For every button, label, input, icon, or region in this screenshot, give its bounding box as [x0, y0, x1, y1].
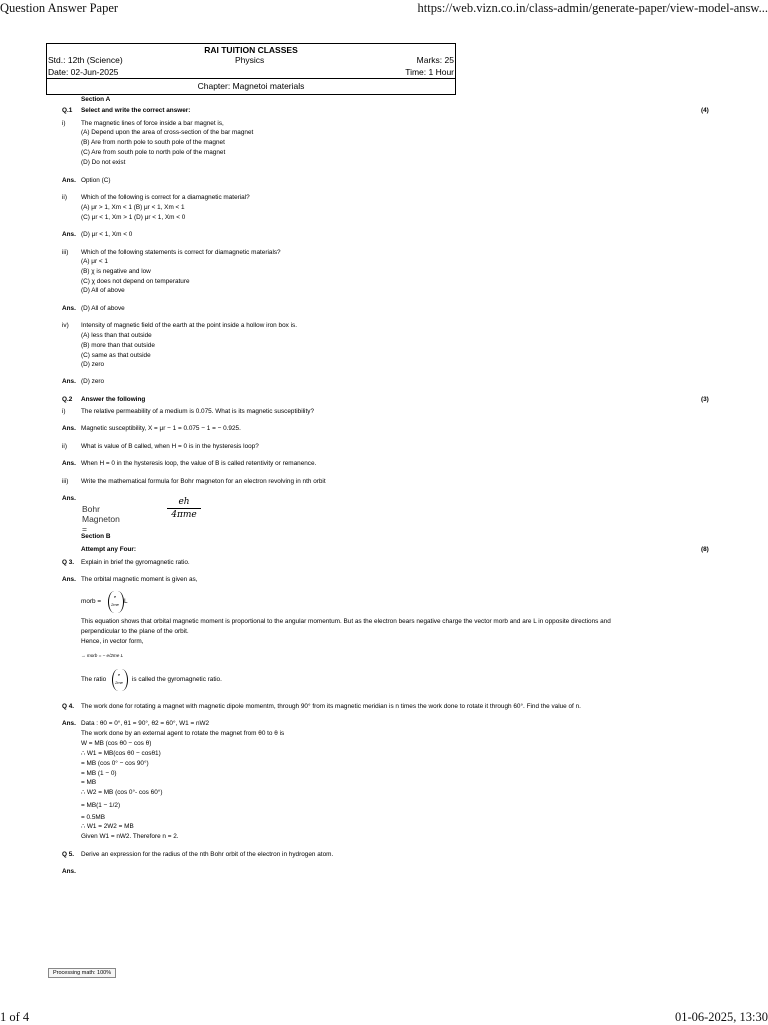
page-indicator: 1 of 4: [0, 1010, 30, 1024]
section-a-title: Section A: [81, 96, 111, 103]
q2-marks: (3): [701, 396, 709, 403]
q1-iii-ans-label: Ans.: [62, 305, 76, 312]
browser-title: Question Answer Paper: [0, 1, 119, 15]
q1-i-ans-label: Ans.: [62, 177, 76, 184]
q1-i-question: The magnetic lines of force inside a bar magnet is,: [81, 120, 224, 127]
q4-line-1: Data : θ0 = 0°, θ1 = 90°, θ2 = 60°, W1 = nW2: [81, 720, 210, 727]
q3-answer-intro: The orbital magnetic moment is given as,: [81, 576, 198, 583]
q3-ans-label: Ans.: [62, 576, 76, 583]
q1-iii-option-c: (C) χ does not depend on temperature: [81, 278, 190, 285]
q3-ratio-denominator: 2me: [115, 680, 123, 685]
q1-iv-option-c: (C) same as that outside: [81, 352, 151, 359]
q1-iv-option-a: (A) less than that outside: [81, 332, 152, 339]
time-label: Time: 1 Hour: [405, 67, 454, 77]
chapter-label: Chapter: Magnetoi materials: [197, 81, 305, 91]
q3-ratio-prefix: The ratio: [81, 676, 107, 683]
q3-paragraph-1: This equation shows that orbital magnetic moment is proportional to the angular momentum. But as the electron bears negative charge the vector morb and are L in opposite directions and: [81, 618, 611, 625]
q5-question: Derive an expression for the radius of the nth Bohr orbit of the electron in hydrogen atom.: [81, 851, 334, 858]
q2-ii-number: ii): [62, 443, 67, 450]
math-processing-status: Processing math: 100%: [48, 968, 116, 978]
q2-i-ans-label: Ans.: [62, 425, 76, 432]
q1-iii-option-a: (A) μr < 1: [81, 258, 108, 265]
q3-eq1-lhs: morb =: [81, 598, 102, 605]
q4-line-10: = 0.5MB: [81, 814, 105, 821]
q4-ans-label: Ans.: [62, 720, 76, 727]
formula-label: Bohr Magneton =: [82, 504, 120, 534]
q1-i-option-d: (D) Do not exist: [81, 159, 126, 166]
q4-line-8: ∴ W2 = MB (cos 0°- cos 60°): [81, 789, 163, 796]
q2-instruction: Answer the following: [81, 396, 146, 403]
q1-i-option-b: (B) Are from north pole to south pole of the magnet: [81, 139, 225, 146]
q4-line-11: ∴ W1 = 2W2 = MB: [81, 823, 134, 830]
q1-iv-option-b: (B) more than that outside: [81, 342, 155, 349]
section-b-marks: (8): [701, 546, 709, 553]
q5-ans-label: Ans.: [62, 868, 76, 875]
q2-number: Q.2: [62, 396, 73, 403]
page-url: https://web.vizn.co.in/class-admin/generate-paper/view-model-answ...: [417, 1, 768, 15]
q1-i-option-c: (C) Are from south pole to north pole of the magnet: [81, 149, 226, 156]
q4-number: Q 4.: [62, 703, 75, 710]
q1-ii-number: ii): [62, 194, 67, 201]
q2-i-question: The relative permeability of a medium is 0.075. What is its magnetic susceptibility?: [81, 408, 315, 415]
q1-iii-number: iii): [62, 249, 69, 256]
section-b-title: Section B: [81, 533, 111, 540]
q3-question: Explain in brief the gyromagnetic ratio.: [81, 559, 190, 566]
section-b-instruction: Attempt any Four:: [81, 546, 137, 553]
q4-line-6: = MB (1 − 0): [81, 770, 117, 777]
q2-ii-question: What is value of B called, when H = 0 is in the hysteresis loop?: [81, 443, 259, 450]
q4-line-5: = MB (cos 0° − cos 90°): [81, 760, 149, 767]
q3-eq1-numerator: e: [113, 594, 117, 599]
q1-iv-answer: (D) zero: [81, 378, 105, 385]
q1-iv-option-d: (D) zero: [81, 361, 105, 368]
q4-line-2: The work done by an external agent to rotate the magnet from θ0 to θ is: [81, 730, 285, 737]
q1-number: Q.1: [62, 107, 73, 114]
q3-number: Q 3.: [62, 559, 75, 566]
q1-ii-options-cd: (C) μr < 1, Xm > 1 (D) μr < 1, Xm < 0: [81, 214, 186, 221]
institute-name: RAI TUITION CLASSES: [204, 45, 298, 55]
q1-iv-number: iv): [62, 322, 69, 329]
header-divider: [47, 78, 455, 79]
q1-iii-answer: (D) All of above: [81, 305, 125, 312]
q1-marks: (4): [701, 107, 709, 114]
q3-equation-2: → morb = − e/2me L: [81, 653, 124, 658]
paper-header: [46, 43, 456, 95]
q1-i-answer: Option (C): [81, 177, 111, 184]
q3-vector-form: Hence, in vector form,: [81, 638, 144, 645]
q4-line-9: = MB(1 − 1/2): [81, 802, 121, 809]
q1-i-option-a: (A) Depend upon the area of cross-section of the bar magnet: [81, 129, 254, 136]
q1-i-number: i): [62, 120, 66, 127]
marks-label: Marks: 25: [416, 55, 454, 65]
q2-iii-question: Write the mathematical formula for Bohr magneton for an electron revolving in nth orbit: [81, 478, 326, 485]
q5-number: Q 5.: [62, 851, 75, 858]
q1-instruction: Select and write the correct answer:: [81, 107, 191, 114]
q3-eq1-rhs: L: [124, 598, 128, 605]
formula-numerator: eh: [167, 496, 201, 509]
q1-iii-option-d: (D) All of above: [81, 287, 125, 294]
q2-i-answer: Magnetic susceptibility, X = μr − 1 = 0.075 − 1 = − 0.925.: [81, 425, 241, 432]
q4-line-12: Given W1 = nW2. Therefore n = 2.: [81, 833, 179, 840]
q1-ii-question: Which of the following is correct for a diamagnetic material?: [81, 194, 250, 201]
q3-ratio-suffix: is called the gyromagnetic ratio.: [132, 676, 222, 683]
q2-iii-number: iii): [62, 478, 69, 485]
q3-paragraph-2: perpendicular to the plane of the orbit.: [81, 628, 189, 635]
q2-ii-ans-label: Ans.: [62, 460, 76, 467]
q1-iv-ans-label: Ans.: [62, 378, 76, 385]
std-label: Std.: 12th (Science): [48, 55, 123, 65]
q2-iii-ans-label: Ans.: [62, 495, 76, 502]
q1-iii-question: Which of the following statements is correct for diamagnetic materials?: [81, 249, 281, 256]
q1-iv-question: Intensity of magnetic field of the earth at the point inside a hollow iron box is.: [81, 322, 297, 329]
q1-ii-ans-label: Ans.: [62, 231, 76, 238]
q3-eq1-denominator: 2me: [111, 602, 119, 607]
q4-line-3: W = MB (cos θ0 − cos θ): [81, 740, 152, 747]
q3-ratio-numerator: e: [117, 672, 121, 677]
q1-ii-answer: (D) μr < 1, Xm < 0: [81, 231, 133, 238]
q1-iii-option-b: (B) χ is negative and low: [81, 268, 151, 275]
print-datetime: 01-06-2025, 13:30: [674, 1010, 768, 1024]
formula-fraction: [167, 496, 201, 521]
formula-denominator: 4πme: [171, 510, 197, 520]
q1-ii-options-ab: (A) μr > 1, Xm < 1 (B) μr < 1, Xm < 1: [81, 204, 185, 211]
q2-ii-answer: When H = 0 in the hysteresis loop, the value of B is called retentivity or remanence.: [81, 460, 317, 467]
date-label: Date: 02-Jun-2025: [48, 67, 119, 77]
q2-i-number: i): [62, 408, 66, 415]
subject-label: Physics: [235, 55, 265, 65]
q4-line-4: ∴ W1 = MB(cos θ0 − cosθ1): [81, 750, 161, 757]
q4-line-7: = MB: [81, 779, 97, 786]
q4-question: The work done for rotating a magnet with magnetic dipole momentm, through 90° from its magnetic meridian is n times the work done to rotate it through 60°. Find the value of n.: [81, 703, 581, 710]
